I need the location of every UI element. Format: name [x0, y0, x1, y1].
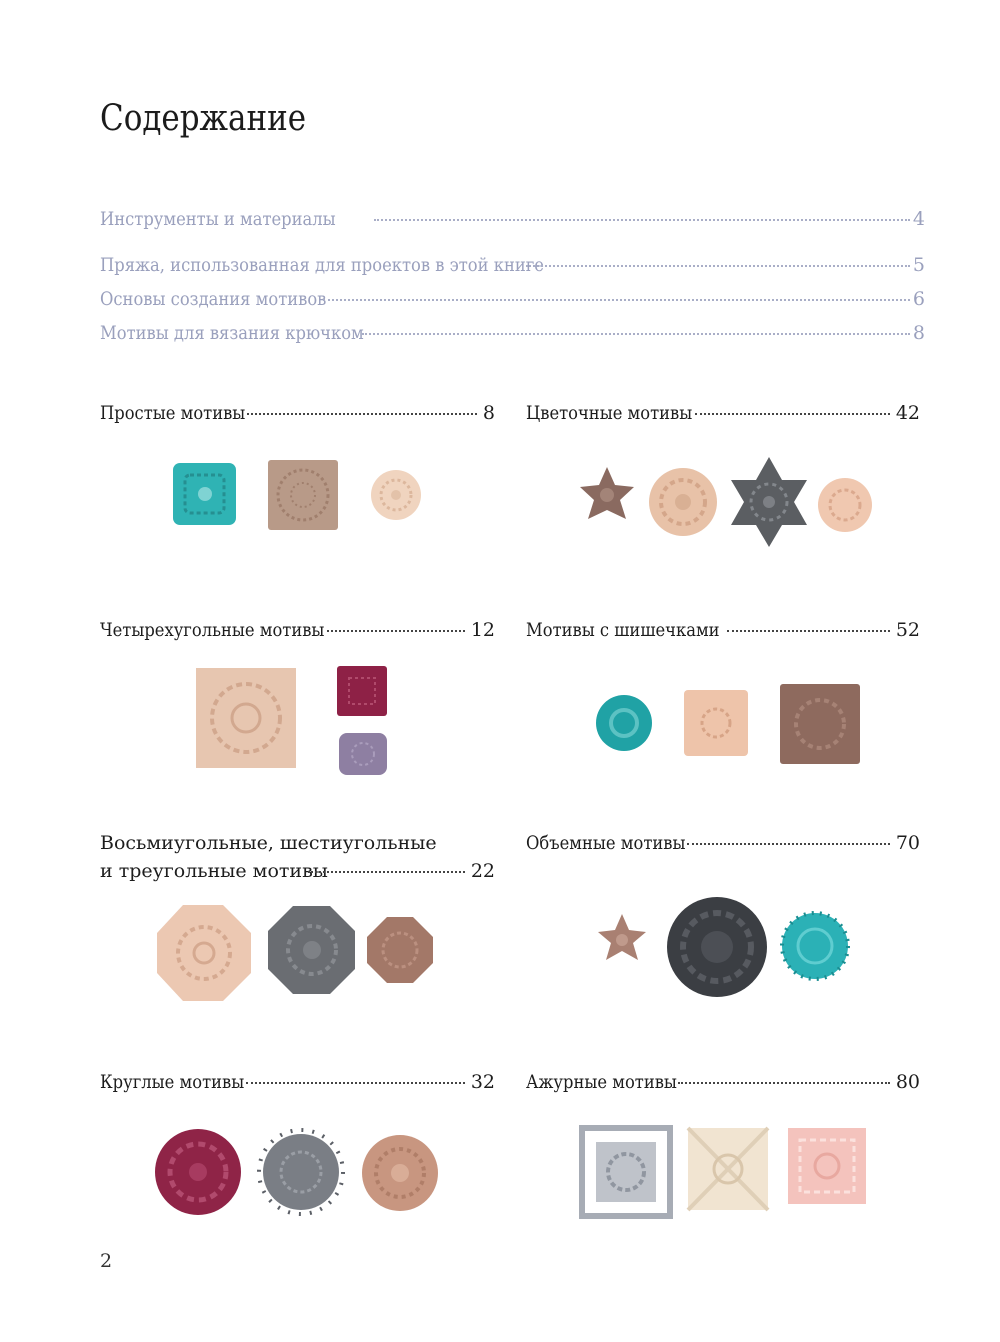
section-page: 80 — [895, 1071, 920, 1093]
toc-entry-floral[interactable] — [526, 402, 920, 424]
toc-entry-lace[interactable] — [526, 1071, 920, 1093]
leader-dots — [687, 843, 889, 845]
toc-label: Инструменты и материалы — [100, 208, 336, 230]
toc-label: Мотивы для вязания крючком — [100, 322, 364, 344]
grey-lace-square-motif — [582, 1128, 670, 1216]
wine-square-motif — [337, 666, 387, 716]
peach-octagon-motif — [157, 905, 251, 1001]
toc-label: Пряжа, использованная для проектов в этой книге — [100, 254, 544, 276]
page-number: 2 — [100, 1250, 113, 1272]
floral-motifs-photo — [572, 455, 882, 555]
volume-motifs-photo — [592, 892, 862, 1002]
round-motifs-photo — [152, 1125, 442, 1225]
page-title: Содержание — [100, 98, 307, 139]
bobble-motifs-photo — [592, 680, 867, 770]
section-label-line2: и треугольные мотивы — [100, 860, 328, 882]
lace-motifs-photo — [578, 1122, 873, 1222]
leader-dots — [678, 1082, 890, 1084]
leader-dots — [695, 413, 890, 415]
toc-page: 4 — [912, 208, 925, 230]
peach-round-scalloped-motif — [362, 1135, 438, 1211]
toc-entry-volume[interactable] — [526, 832, 920, 854]
toc-page: 6 — [912, 288, 925, 310]
octagon-motifs-photo — [155, 903, 440, 1003]
toc-entry-square[interactable] — [100, 619, 495, 641]
toc-entry-motifs[interactable] — [100, 322, 925, 350]
leader-dots — [246, 1082, 465, 1084]
brown-bobble-square-motif — [780, 684, 860, 764]
section-label: Ажурные мотивы — [526, 1071, 677, 1093]
peach-round-motif — [371, 470, 421, 520]
section-page: 12 — [470, 619, 495, 641]
leader-dots — [374, 219, 910, 221]
dark-grey-flower-motif — [667, 897, 767, 997]
section-label: Цветочные мотивы — [526, 402, 693, 424]
peach-flower-motif — [649, 468, 717, 536]
section-label: Мотивы с шишечками — [526, 619, 720, 641]
leader-dots — [727, 630, 890, 632]
section-label: Четырехугольные мотивы — [100, 619, 325, 641]
brown-octagon-motif — [367, 917, 433, 983]
taupe-square-motif — [268, 460, 338, 530]
toc-page: 8 — [912, 322, 925, 344]
wine-round-flower-motif — [155, 1129, 241, 1215]
section-page: 8 — [482, 402, 495, 424]
section-page: 42 — [895, 402, 920, 424]
section-label-line1: Восьмиугольные, шестиугольные — [100, 832, 437, 854]
peach-bobble-motif — [684, 690, 748, 756]
toc-entry-octagon[interactable] — [100, 832, 495, 882]
toc-page: 5 — [912, 254, 925, 276]
grey-round-picot-motif — [259, 1130, 343, 1214]
toc-entry-simple[interactable] — [100, 402, 495, 424]
simple-motifs-photo — [165, 455, 435, 535]
toc-label: Основы создания мотивов — [100, 288, 327, 310]
square-motifs-photo — [190, 662, 400, 777]
peach-lace-square-motif — [196, 668, 296, 768]
section-page: 22 — [470, 860, 495, 882]
pink-lace-square-motif — [788, 1128, 866, 1204]
toc-entry-bobble[interactable] — [526, 619, 920, 641]
grey-octagon-motif — [268, 906, 355, 994]
leader-dots — [362, 333, 910, 335]
turquoise-picot-motif — [782, 913, 848, 979]
toc-entry-basics[interactable] — [100, 288, 925, 316]
section-label: Простые мотивы — [100, 402, 246, 424]
leader-dots — [308, 871, 465, 873]
toc-entry-yarn[interactable] — [100, 254, 925, 282]
turquoise-bobble-motif — [596, 695, 652, 751]
peach-small-flower-motif — [818, 478, 872, 532]
section-page: 52 — [895, 619, 920, 641]
toc-entry-tools[interactable] — [100, 208, 925, 236]
section-label: Круглые мотивы — [100, 1071, 245, 1093]
brown-star-small-motif — [598, 914, 646, 960]
toc-entry-round[interactable] — [100, 1071, 495, 1093]
turquoise-square-motif — [173, 463, 236, 525]
cream-lace-square-motif — [688, 1128, 768, 1210]
leader-dots — [247, 413, 477, 415]
section-label: Объемные мотивы — [526, 832, 686, 854]
brown-star-motif — [580, 467, 634, 519]
section-page: 70 — [895, 832, 920, 854]
grey-snowflake-motif — [731, 457, 807, 547]
leader-dots — [323, 299, 910, 301]
leader-dots — [526, 265, 910, 267]
section-page: 32 — [470, 1071, 495, 1093]
leader-dots — [327, 630, 465, 632]
lavender-square-motif — [339, 733, 387, 775]
